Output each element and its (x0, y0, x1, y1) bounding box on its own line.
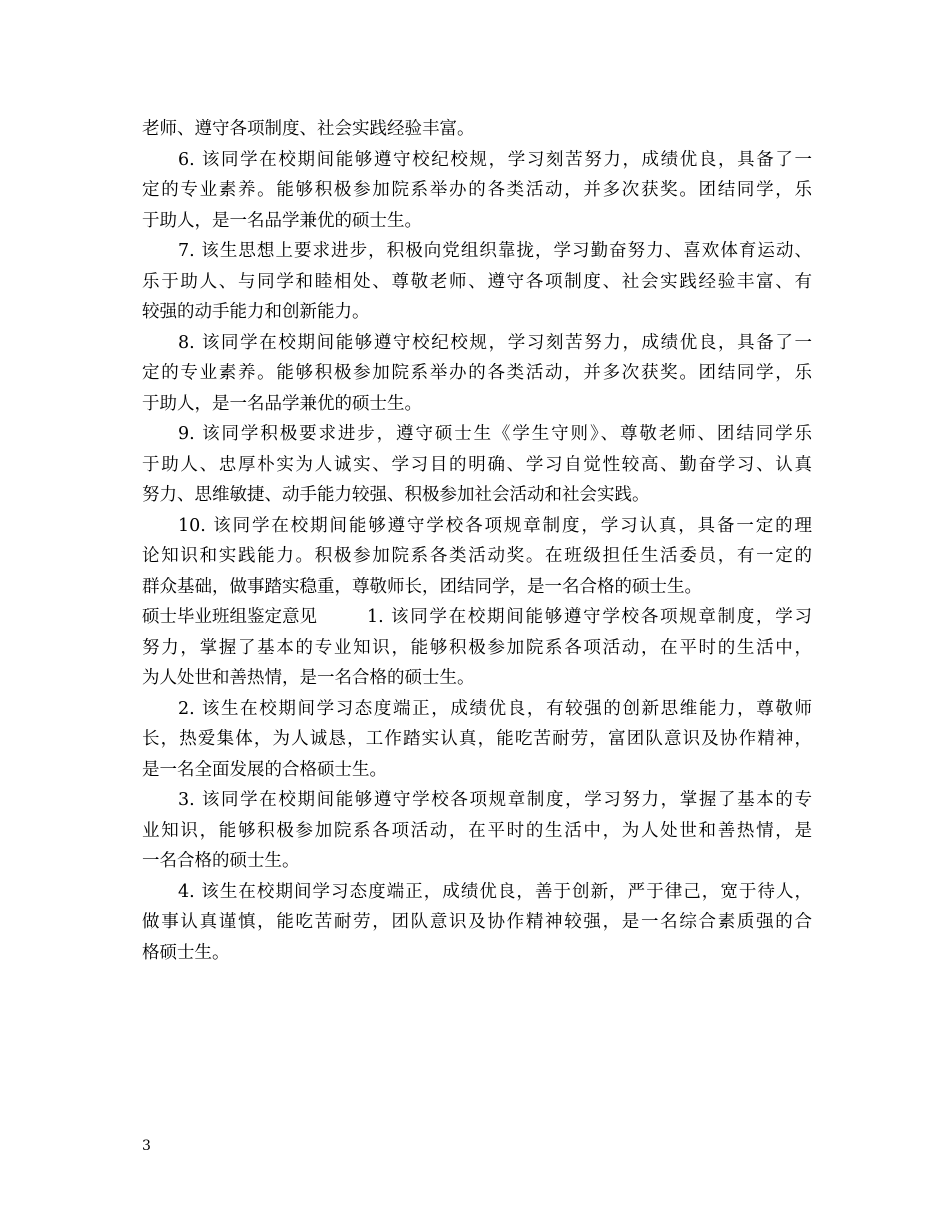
section-heading-label: 硕士毕业班组鉴定意见 (142, 607, 317, 627)
paragraph-block-after (142, 633, 812, 969)
text-line: 3. 该同学在校期间能够遵守学校各项规章制度，学习努力，掌握了基本的专 (178, 790, 812, 810)
text-line: 业知识，能够积极参加院系各项活动，在平时的生活中，为人处世和善热情，是 (142, 820, 812, 841)
section-heading-continuation: 1. 该同学在校期间能够遵守学校各项规章制度，学习 (367, 607, 812, 627)
page-number: 3 (142, 1138, 151, 1154)
text-line: 论知识和实践能力。积极参加院系各类活动奖。在班级担任生活委员，有一定的 (142, 546, 812, 566)
text-line: 7. 该生思想上要求进步，积极向党组织靠拢，学习勤奋努力、喜欢体育运动、 (178, 241, 812, 261)
text-line: 努力，掌握了基本的专业知识，能够积极参加院系各项活动，在平时的生活中， (142, 637, 812, 658)
text-line: 4. 该生在校期间学习态度端正，成绩优良，善于创新，严于律己，宽于待人， (178, 881, 812, 902)
section-heading-line (142, 602, 812, 633)
text-line: 群众基础，做事踏实稳重，尊敬师长，团结同学，是一名合格的硕士生。 (142, 576, 702, 597)
text-line: 10. 该同学在校期间能够遵守学校各项规章制度，学习认真，具备一定的理 (178, 515, 812, 536)
text-line: 老师、遵守各项制度、社会实践经验丰富。 (142, 119, 475, 139)
text-line: 是一名全面发展的合格硕士生。 (142, 759, 387, 780)
text-line: 于助人，是一名品学兼优的硕士生。 (142, 393, 422, 414)
text-line: 定的专业素养。能够积极参加院系举办的各类活动，并多次获奖。团结同学，乐 (142, 180, 812, 200)
text-line: 较强的动手能力和创新能力。 (142, 302, 370, 322)
text-line: 8. 该同学在校期间能够遵守校纪校规，学习刻苦努力，成绩优良，具备了一 (178, 332, 812, 353)
text-line: 长，热爱集体，为人诚恳，工作踏实认真，能吃苦耐劳，富团队意识及协作精神， (142, 729, 812, 749)
text-line: 6. 该同学在校期间能够遵守校纪校规，学习刻苦努力，成绩优良，具备了一 (178, 149, 812, 170)
text-line: 9. 该同学积极要求进步，遵守硕士生《学生守则》、尊敬老师、团结同学乐 (178, 424, 812, 444)
text-line: 一名合格的硕士生。 (142, 851, 300, 871)
text-line: 于助人，是一名品学兼优的硕士生。 (142, 210, 422, 231)
text-line: 于助人、忠厚朴实为人诚实、学习目的明确、学习自觉性较高、勤奋学习、认真 (142, 454, 812, 475)
text-line: 乐于助人、与同学和睦相处、尊敬老师、遵守各项制度、社会实践经验丰富、有 (142, 271, 812, 292)
text-line: 为人处世和善热情，是一名合格的硕士生。 (142, 668, 475, 688)
text-line: 努力、思维敏捷、动手能力较强、积极参加社会活动和社会实践。 (142, 485, 650, 505)
paragraph-block-before (142, 114, 812, 602)
text-line: 做事认真谨慎，能吃苦耐劳，团队意识及协作精神较强，是一名综合素质强的合 (142, 912, 812, 932)
text-line: 定的专业素养。能够积极参加院系举办的各类活动，并多次获奖。团结同学，乐 (142, 363, 812, 383)
text-line: 格硕士生。 (142, 942, 230, 963)
document-body (142, 114, 812, 968)
text-line: 2. 该生在校期间学习态度端正，成绩优良，有较强的创新思维能力，尊敬师 (178, 698, 812, 719)
